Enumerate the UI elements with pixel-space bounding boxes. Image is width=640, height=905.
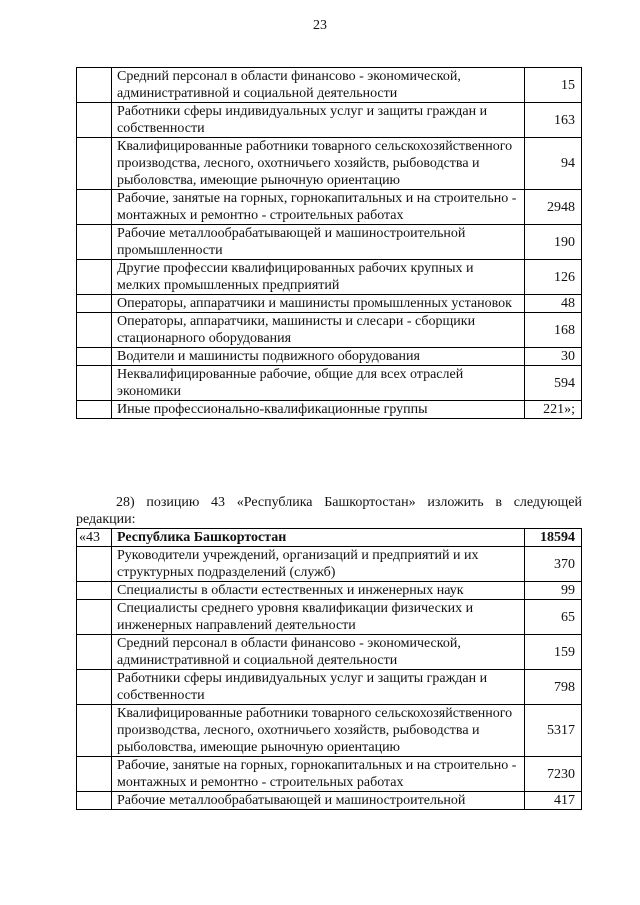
number-cell <box>77 547 112 582</box>
table-row <box>77 260 582 295</box>
occupation-value: 65 <box>525 600 582 635</box>
occupation-name: Средний персонал в области финансово - экономической, административной и социальной деятельности <box>112 68 525 103</box>
occupation-name: Рабочие металлообрабатывающей и машиностроительной <box>112 792 525 810</box>
occupation-name: Руководители учреждений, организаций и предприятий и их структурных подразделений (служб) <box>112 547 525 582</box>
number-cell <box>77 366 112 401</box>
occupation-value: 30 <box>525 348 582 366</box>
table-row <box>77 582 582 600</box>
occupation-value: 2948 <box>525 190 582 225</box>
occupation-value: 94 <box>525 138 582 190</box>
number-cell <box>77 757 112 792</box>
number-cell <box>77 225 112 260</box>
occupation-value: 417 <box>525 792 582 810</box>
table-row <box>77 68 582 103</box>
page-number: 23 <box>313 18 327 33</box>
region-total: 18594 <box>525 529 582 547</box>
occupation-name: Квалифицированные работники товарного сельскохозяйственного производства, лесного, охотничьего хозяйств, рыбоводства и рыболовства, имеющие рыночную ориентацию <box>112 705 525 757</box>
occupation-name: Квалифицированные работники товарного сельскохозяйственного производства, лесного, охотничьего хозяйств, рыбоводства и рыболовства, имеющие рыночную ориентацию <box>112 138 525 190</box>
occupation-name: Рабочие, занятые на горных, горнокапитальных и на строительно - монтажных и ремонтно - строительных работах <box>112 190 525 225</box>
number-cell <box>77 68 112 103</box>
number-cell <box>77 401 112 419</box>
occupation-value: 163 <box>525 103 582 138</box>
occupation-value: 221»; <box>525 401 582 419</box>
amendment-paragraph: 28) позицию 43 «Республика Башкортостан» изложить в следующей редакции: <box>76 495 582 527</box>
number-cell <box>77 138 112 190</box>
number-cell <box>77 670 112 705</box>
occupation-value: 48 <box>525 295 582 313</box>
occupation-name: Водители и машинисты подвижного оборудования <box>112 348 525 366</box>
number-cell <box>77 348 112 366</box>
occupation-name: Рабочие металлообрабатывающей и машиностроительной промышленности <box>112 225 525 260</box>
table-row <box>77 600 582 635</box>
table-row <box>77 138 582 190</box>
table-row <box>77 313 582 348</box>
table-row <box>77 225 582 260</box>
occupation-value: 798 <box>525 670 582 705</box>
region-name: Республика Башкортостан <box>112 529 525 547</box>
number-cell <box>77 190 112 225</box>
occupation-value: 99 <box>525 582 582 600</box>
number-cell <box>77 313 112 348</box>
occupation-name: Другие профессии квалифицированных рабочих крупных и мелких промышленных предприятий <box>112 260 525 295</box>
number-cell <box>77 260 112 295</box>
table-row <box>77 401 582 419</box>
table-header-row <box>77 529 582 547</box>
number-cell <box>77 635 112 670</box>
occupation-name: Операторы, аппаратчики и машинисты промышленных установок <box>112 295 525 313</box>
number-cell <box>77 600 112 635</box>
table-row <box>77 103 582 138</box>
occupation-value: 5317 <box>525 705 582 757</box>
number-cell <box>77 582 112 600</box>
region-number: «43 <box>77 529 112 547</box>
occupation-value: 159 <box>525 635 582 670</box>
occupation-value: 370 <box>525 547 582 582</box>
table-row <box>77 190 582 225</box>
table-row <box>77 757 582 792</box>
occupation-name: Работники сферы индивидуальных услуг и защиты граждан и собственности <box>112 103 525 138</box>
table-row <box>77 705 582 757</box>
occupation-name: Средний персонал в области финансово - экономической, административной и социальной деятельности <box>112 635 525 670</box>
table-row <box>77 547 582 582</box>
occupation-name: Операторы, аппаратчики, машинисты и слесари - сборщики стационарного оборудования <box>112 313 525 348</box>
occupation-value: 15 <box>525 68 582 103</box>
occupation-name: Специалисты среднего уровня квалификации физических и инженерных направлений деятельности <box>112 600 525 635</box>
occupation-name: Специалисты в области естественных и инженерных наук <box>112 582 525 600</box>
occupation-value: 126 <box>525 260 582 295</box>
table-row <box>77 295 582 313</box>
number-cell <box>77 792 112 810</box>
occupation-value: 190 <box>525 225 582 260</box>
number-cell <box>77 295 112 313</box>
occupation-name: Иные профессионально-квалификационные группы <box>112 401 525 419</box>
table-row <box>77 366 582 401</box>
table-row <box>77 348 582 366</box>
occupation-value: 7230 <box>525 757 582 792</box>
table-row <box>77 792 582 810</box>
number-cell <box>77 103 112 138</box>
table-row <box>77 670 582 705</box>
occupation-value: 168 <box>525 313 582 348</box>
occupation-table-continued <box>76 67 582 419</box>
occupation-name: Неквалифицированные рабочие, общие для всех отраслей экономики <box>112 366 525 401</box>
occupation-name: Рабочие, занятые на горных, горнокапитальных и на строительно - монтажных и ремонтно - строительных работах <box>112 757 525 792</box>
table-row <box>77 635 582 670</box>
occupation-name: Работники сферы индивидуальных услуг и защиты граждан и собственности <box>112 670 525 705</box>
number-cell <box>77 705 112 757</box>
occupation-table-bashkortostan <box>76 528 582 810</box>
occupation-value: 594 <box>525 366 582 401</box>
